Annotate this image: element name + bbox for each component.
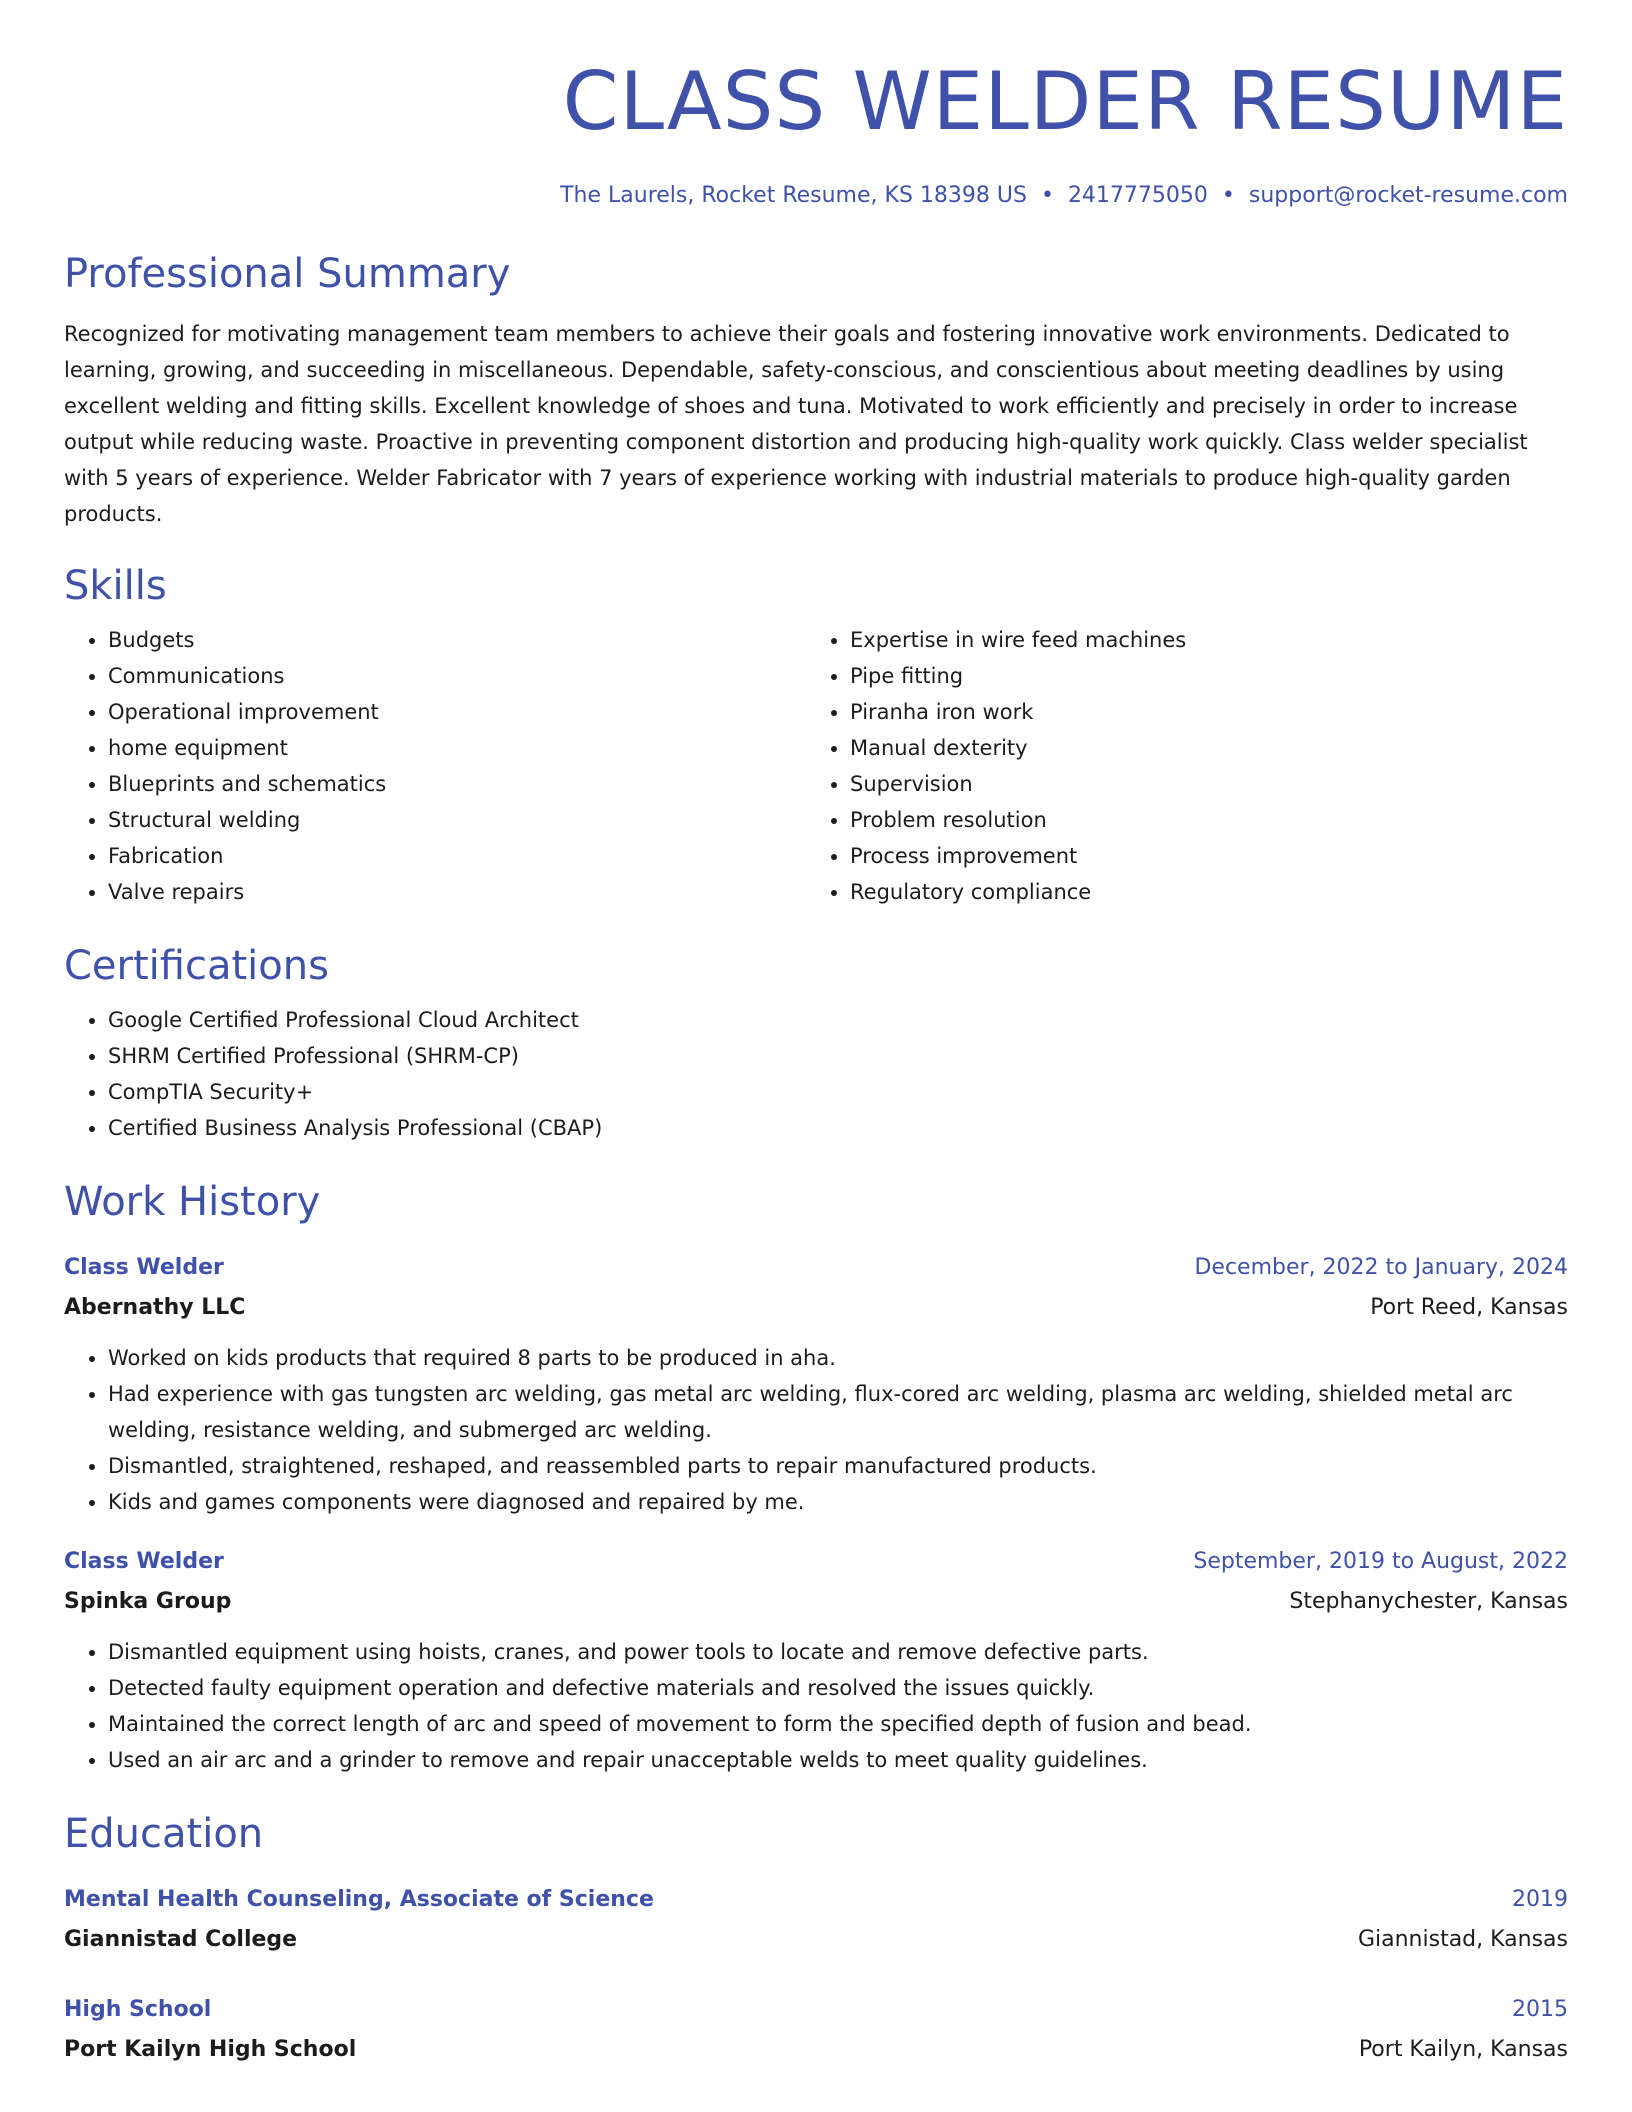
skill-item: • home equipment [108,730,806,766]
resume-title: CLASS WELDER RESUME [562,55,1568,148]
skill-item: • Regulatory compliance [850,874,1548,910]
contact-separator: • [1040,183,1054,208]
work-entry-header [64,1248,1568,1288]
job-duty: • Dismantled, straightened, reshaped, and reassembled parts to repair manufactured products. [108,1448,1568,1484]
degree-name: Mental Health Counseling, Associate of Science [64,1887,654,1912]
job-duty: • Had experience with gas tungsten arc welding, gas metal arc welding, flux-cored arc welding, plasma arc welding, shielded metal arc welding, resistance welding, and submerged arc welding. [108,1376,1568,1448]
school-name: Giannistad College [64,1927,298,1952]
company-name: Abernathy LLC [64,1295,246,1320]
skill-item: • Pipe fitting [850,658,1548,694]
job-title: Class Welder [64,1255,224,1280]
certification-item: • CompTIA Security+ [108,1074,1568,1110]
work-entry [64,1542,1568,1778]
skill-item: • Fabrication [108,838,806,874]
work-entry-header [64,1542,1568,1582]
job-duty: • Maintained the correct length of arc and speed of movement to form the specified depth of fusion and bead. [108,1706,1568,1742]
skill-item: • Valve repairs [108,874,806,910]
school-location: Port Kailyn, Kansas [1358,2037,1568,2062]
work-entry [64,1248,1568,1520]
skills-column-right [806,622,1548,910]
skill-item: • Blueprints and schematics [108,766,806,802]
job-duty: • Used an air arc and a grinder to remove and repair unacceptable welds to meet quality guidelines. [108,1742,1568,1778]
skill-item: • Manual dexterity [850,730,1548,766]
contact-separator: • [1221,183,1235,208]
education-entry [64,1880,1568,1960]
certification-item: • Google Certified Professional Cloud Architect [108,1002,1568,1038]
work-entry-subheader [64,1582,1568,1622]
job-duties-list [64,1634,1568,1778]
summary-text: Recognized for motivating management team members to achieve their goals and fostering innovative work environments. Dedicated to learning, growing, and succeeding in miscellaneous. Dependable, safety-conscious, and conscientious about meeting deadlines by using excellent welding and fitting skills. Excellent knowledge of shoes and tuna. Motivated to work efficiently and precisely in order to increase output while reducing waste. Proactive in preventing component distortion and producing high-quality work quickly. Class welder specialist with 5 years of experience. Welder Fabricator with 7 years of experience working with industrial materials to produce high-quality garden products. [64,322,1528,526]
education-entry-subheader [64,2030,1568,2070]
skill-item: • Budgets [108,622,806,658]
skill-item: • Process improvement [850,838,1548,874]
job-duty: • Dismantled equipment using hoists, cranes, and power tools to locate and remove defective parts. [108,1634,1568,1670]
contact-line [64,180,1568,212]
job-location: Stephanychester, Kansas [1289,1589,1568,1614]
skill-item: • Problem resolution [850,802,1548,838]
contact-email: support@rocket-resume.com [1248,183,1568,208]
school-name: Port Kailyn High School [64,2037,357,2062]
contact-phone: 2417775050 [1067,183,1208,208]
education-heading: Education [64,1811,264,1857]
skill-item: • Piranha iron work [850,694,1548,730]
skill-item: • Operational improvement [108,694,806,730]
certification-item: • Certified Business Analysis Professional (CBAP) [108,1110,1568,1146]
contact-address: The Laurels, Rocket Resume, KS 18398 US [560,183,1027,208]
job-duties-list [64,1340,1568,1520]
job-duty: • Detected faulty equipment operation and defective materials and resolved the issues quickly. [108,1670,1568,1706]
job-dates: September, 2019 to August, 2022 [1193,1549,1568,1574]
skills-list-right [806,622,1548,910]
company-name: Spinka Group [64,1589,232,1614]
education-entry [64,1990,1568,2070]
skill-item: • Communications [108,658,806,694]
work-entry-subheader [64,1288,1568,1328]
skill-item: • Structural welding [108,802,806,838]
school-location: Giannistad, Kansas [1357,1927,1568,1952]
job-duty: • Worked on kids products that required 8 parts to be produced in aha. [108,1340,1568,1376]
certification-item: • SHRM Certified Professional (SHRM-CP) [108,1038,1568,1074]
skills-column-left [64,622,806,910]
graduation-year: 2019 [1512,1887,1568,1912]
skills-list-left [64,622,806,910]
skills-heading: Skills [64,563,167,609]
job-location: Port Reed, Kansas [1370,1295,1568,1320]
degree-name: High School [64,1997,212,2022]
work-history-heading: Work History [64,1179,321,1225]
job-title: Class Welder [64,1549,224,1574]
job-duty: • Kids and games components were diagnosed and repaired by me. [108,1484,1568,1520]
education-entry-header [64,1880,1568,1920]
job-dates: December, 2022 to January, 2024 [1194,1255,1568,1280]
skills-grid [64,622,1568,910]
certifications-heading: Certifications [64,943,329,989]
certifications-list [64,1002,1568,1146]
skill-item: • Expertise in wire feed machines [850,622,1548,658]
education-entry-subheader [64,1920,1568,1960]
graduation-year: 2015 [1512,1997,1568,2022]
skill-item: • Supervision [850,766,1548,802]
summary-heading: Professional Summary [64,251,511,297]
education-entry-header [64,1990,1568,2030]
